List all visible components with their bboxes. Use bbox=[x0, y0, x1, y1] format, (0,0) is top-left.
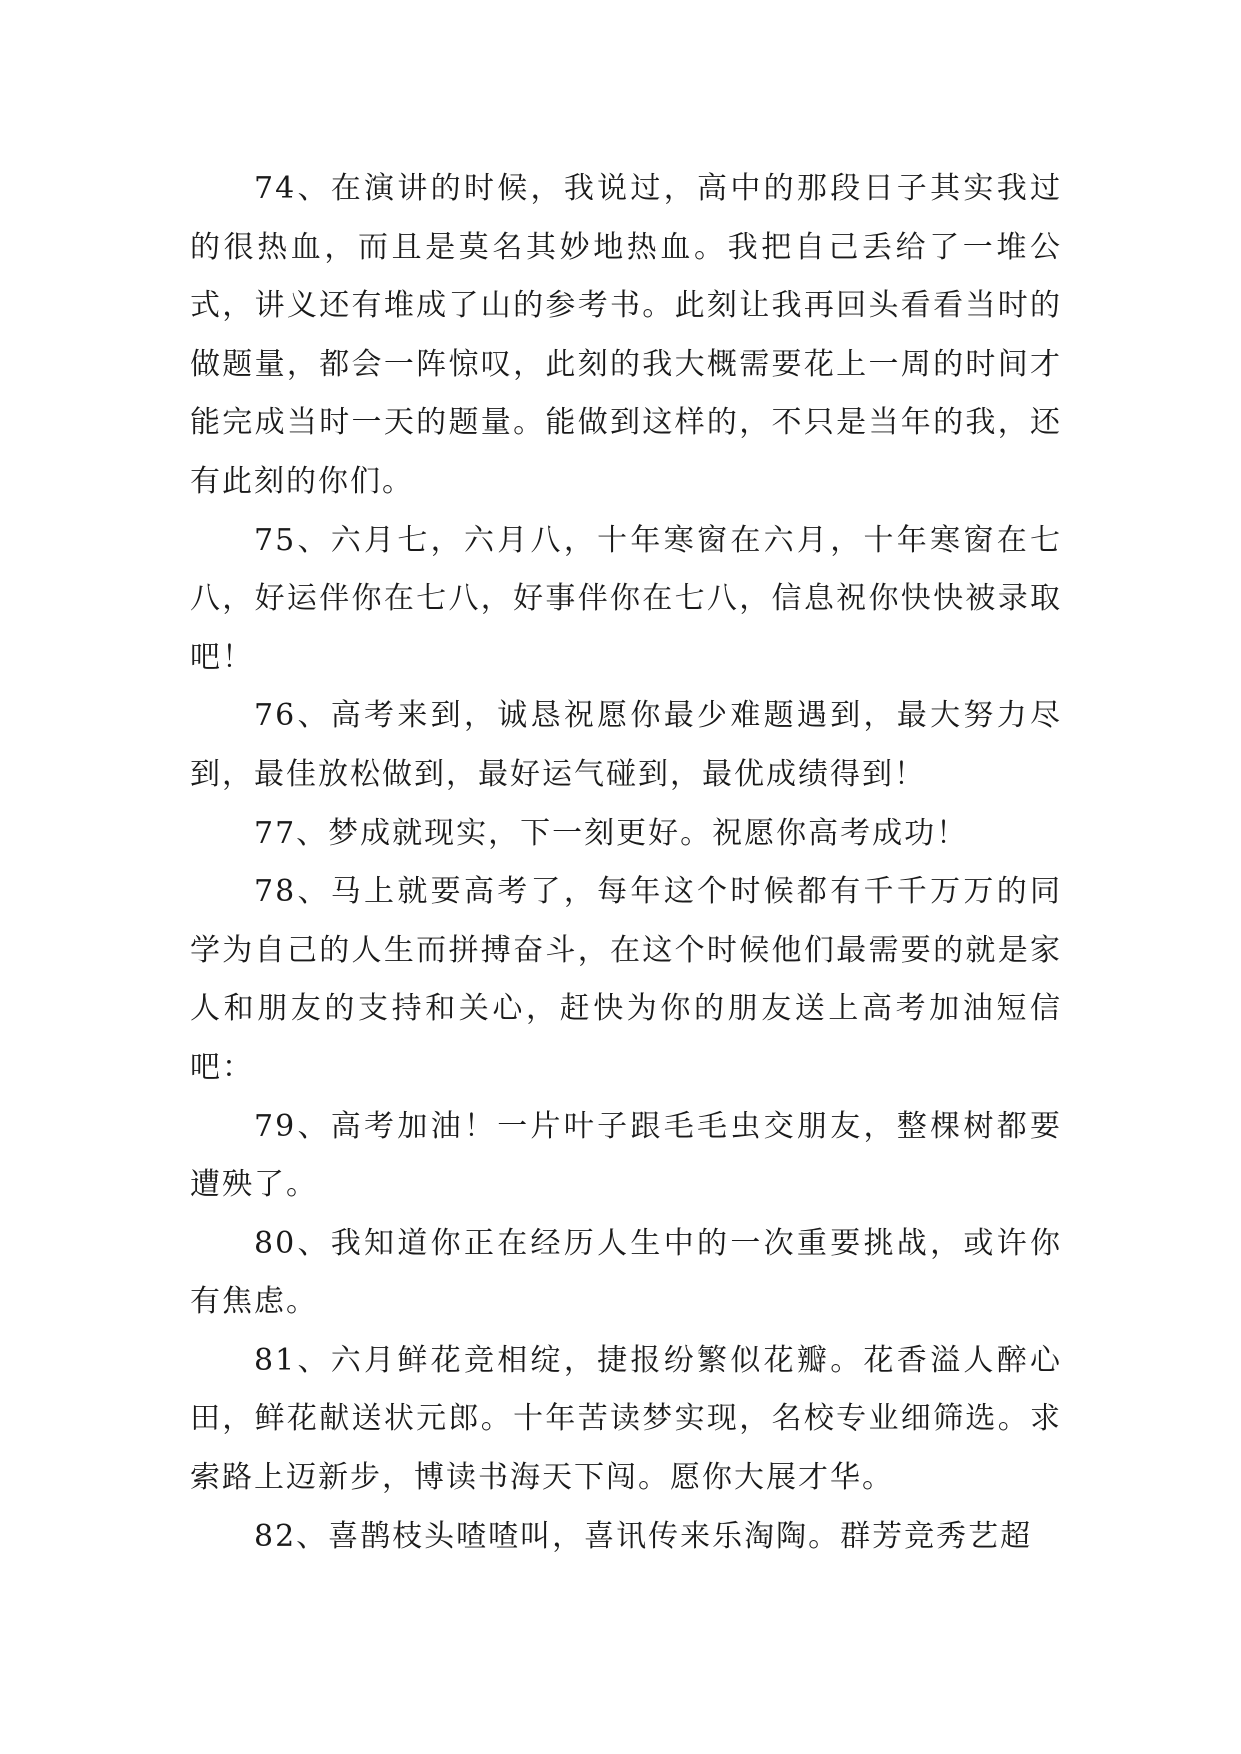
paragraph-80: 80、我知道你正在经历人生中的一次重要挑战，或许你有焦虑。 bbox=[190, 1225, 1062, 1320]
paragraph-77: 77、梦成就现实，下一刻更好。祝愿你高考成功！ bbox=[254, 815, 969, 851]
paragraph-81: 81、六月鲜花竞相绽，捷报纷繁似花瓣。花香溢人醉心田，鲜花献送状元郎。十年苦读梦实现，名校专业细筛选。求索路上迈新步，博读书海天下闯。愿你大展才华。 bbox=[190, 1342, 1062, 1496]
paragraph-79: 79、高考加油！一片叶子跟毛毛虫交朋友，整棵树都要遭殃了。 bbox=[190, 1108, 1062, 1203]
paragraph-78: 78、马上就要高考了，每年这个时候都有千千万万的同学为自己的人生而拼搏奋斗，在这个时候他们最需要的就是家人和朋友的支持和关心，赶快为你的朋友送上高考加油短信吧： bbox=[190, 874, 1062, 1085]
paragraph-82: 82、喜鹊枝头喳喳叫，喜讯传来乐淘陶。群芳竞秀艺超 bbox=[254, 1518, 1033, 1554]
paragraph-76: 76、高考来到，诚恳祝愿你最少难题遇到，最大努力尽到，最佳放松做到，最好运气碰到，最优成绩得到！ bbox=[190, 698, 1062, 792]
document-body bbox=[190, 160, 1062, 1566]
paragraph-74: 74、在演讲的时候，我说过，高中的那段日子其实我过的很热血，而且是莫名其妙地热血。我把自己丢给了一堆公式，讲义还有堆成了山的参考书。此刻让我再回头看看当时的做题量，都会一阵惊叹，此刻的我大概需要花上一周的时间才能完成当时一天的题量。能做到这样的，不只是当年的我，还有此刻的你们。 bbox=[190, 171, 1062, 499]
paragraph-75: 75、六月七，六月八，十年寒窗在六月，十年寒窗在七八，好运伴你在七八，好事伴你在七八，信息祝你快快被录取吧！ bbox=[190, 522, 1062, 675]
